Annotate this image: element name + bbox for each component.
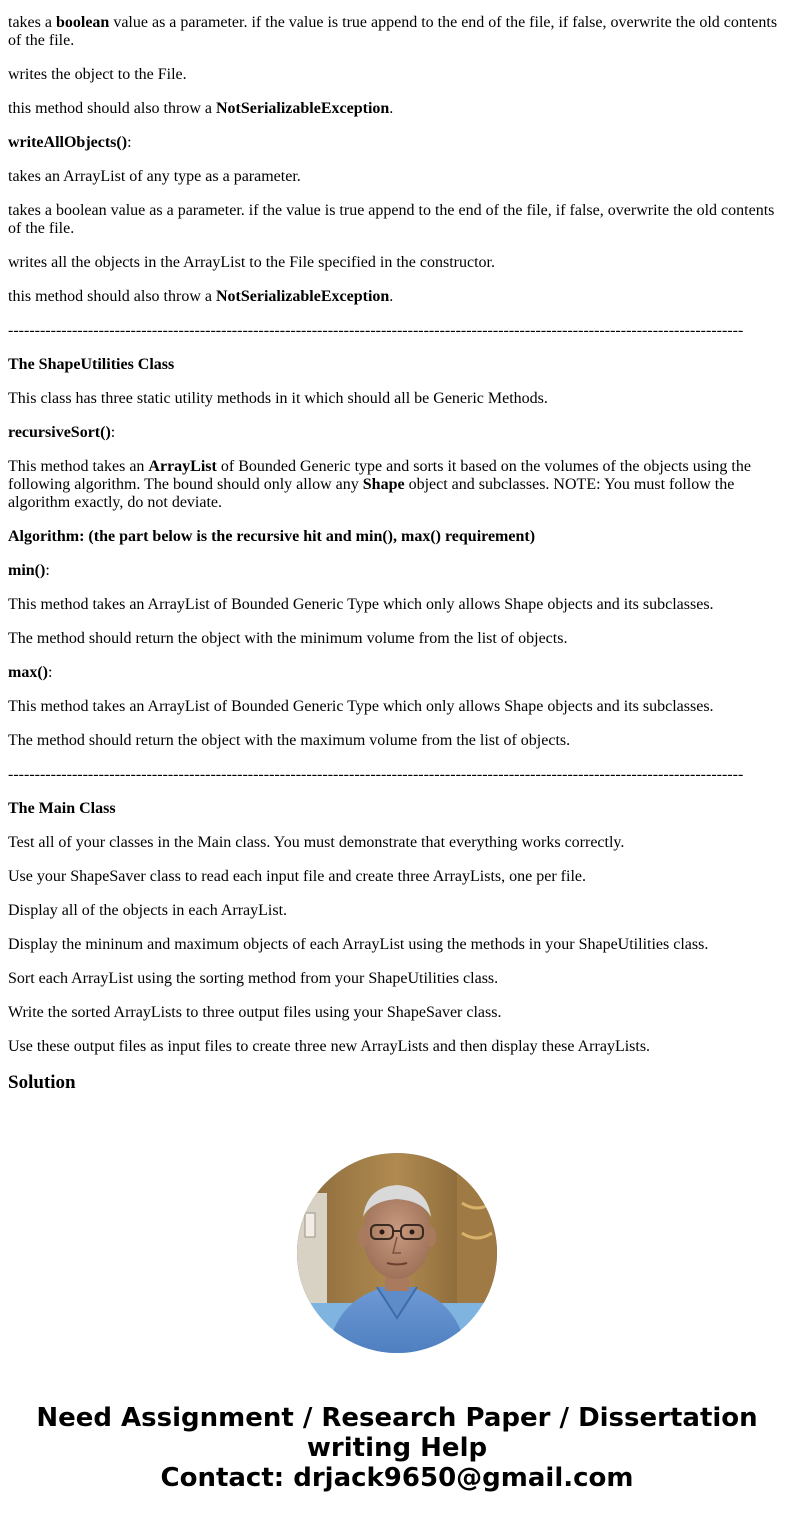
paragraph: Use these output files as input files to create three new ArrayLists and then display these ArrayLists. — [8, 1038, 651, 1055]
paragraph: takes a boolean value as a parameter. if the value is true append to the end of the file, if false, overwrite the old contents of the file. — [8, 202, 775, 237]
paragraph: writes the object to the File. — [8, 66, 187, 83]
paragraph — [8, 100, 786, 118]
text: object and subclasses. NOTE: You must follow the algorithm exactly, do not deviate. — [8, 476, 735, 511]
paragraph: This method takes an ArrayList of Bounded Generic Type which only allows Shape objects and its subclasses. — [8, 698, 714, 715]
text: : — [110, 424, 116, 441]
bold-text: writeAllObjects() — [8, 134, 128, 151]
method-heading-min — [8, 562, 786, 580]
bold-text: Algorithm: (the part below is the recursive hit and min(), max() requirement) — [8, 528, 536, 545]
paragraph: Write the sorted ArrayLists to three output files using your ShapeSaver class. — [8, 1004, 502, 1021]
bold-text: The ShapeUtilities Class — [8, 356, 175, 373]
method-heading-recursivesort — [8, 424, 786, 442]
paragraph: Test all of your classes in the Main class. You must demonstrate that everything works correctly. — [8, 834, 625, 851]
section-title-shapeutilities — [8, 356, 786, 374]
document-body — [8, 14, 786, 1094]
paragraph: takes an ArrayList of any type as a parameter. — [8, 168, 301, 185]
method-heading-max — [8, 664, 786, 682]
paragraph: Display all of the objects in each ArrayList. — [8, 902, 288, 919]
separator-line: ------------------------------------------------------------------------------------------------------------------------------------------ — [8, 322, 744, 339]
bold-text: recursiveSort() — [8, 424, 111, 441]
separator-line: ------------------------------------------------------------------------------------------------------------------------------------------ — [8, 766, 744, 783]
solution-heading: Solution — [8, 1072, 76, 1093]
text: : — [47, 664, 53, 681]
text: . — [389, 100, 394, 117]
bold-text: max() — [8, 664, 48, 681]
text: : — [127, 134, 132, 151]
banner-contact-line: Contact: drjack9650@gmail.com — [160, 1463, 634, 1493]
paragraph: The method should return the object with the maximum volume from the list of objects. — [8, 732, 571, 749]
method-heading-writeallobjects — [8, 134, 786, 152]
paragraph: This class has three static utility methods in it which should all be Generic Methods. — [8, 390, 548, 407]
bold-text: min() — [8, 562, 46, 579]
paragraph: This method takes an ArrayList of Bounded Generic Type which only allows Shape objects and its subclasses. — [8, 596, 714, 613]
text: this method should also throw a — [8, 288, 216, 305]
bold-text: ArrayList — [148, 458, 217, 475]
bold-text: NotSerializableException — [215, 100, 390, 117]
paragraph — [8, 458, 786, 512]
paragraph: Use your ShapeSaver class to read each input file and create three ArrayLists, one per file. — [8, 868, 586, 885]
paragraph: The method should return the object with the minimum volume from the list of objects. — [8, 630, 568, 647]
section-title-main — [8, 800, 786, 818]
portrait-photo — [297, 1153, 497, 1353]
bold-text: NotSerializableException — [215, 288, 390, 305]
algorithm-heading — [8, 528, 786, 546]
banner-line: writing Help — [306, 1433, 488, 1463]
contact-banner — [0, 1403, 794, 1493]
text: value as a parameter. if the value is true append to the end of the file, if false, overwrite the old contents of the file. — [8, 14, 778, 49]
text: : — [45, 562, 50, 579]
bold-text: Shape — [362, 476, 405, 493]
avatar — [297, 1153, 497, 1353]
text: . — [389, 288, 394, 305]
banner-line: Need Assignment / Research Paper / Dissertation — [36, 1403, 758, 1433]
paragraph: Display the mininum and maximum objects of each ArrayList using the methods in your ShapeUtilities class. — [8, 936, 709, 953]
bold-text: boolean — [55, 14, 110, 31]
text: this method should also throw a — [8, 100, 216, 117]
paragraph — [8, 14, 786, 50]
paragraph: writes all the objects in the ArrayList to the File specified in the constructor. — [8, 254, 495, 271]
text: of Bounded Generic type and sorts it based on the volumes of the objects using the following algorithm. The bound should only allow any — [8, 458, 751, 493]
text: takes a — [8, 14, 56, 31]
bold-text: The Main Class — [8, 800, 116, 817]
paragraph: Sort each ArrayList using the sorting method from your ShapeUtilities class. — [8, 970, 499, 987]
text: This method takes an — [8, 458, 149, 475]
paragraph — [8, 288, 786, 306]
